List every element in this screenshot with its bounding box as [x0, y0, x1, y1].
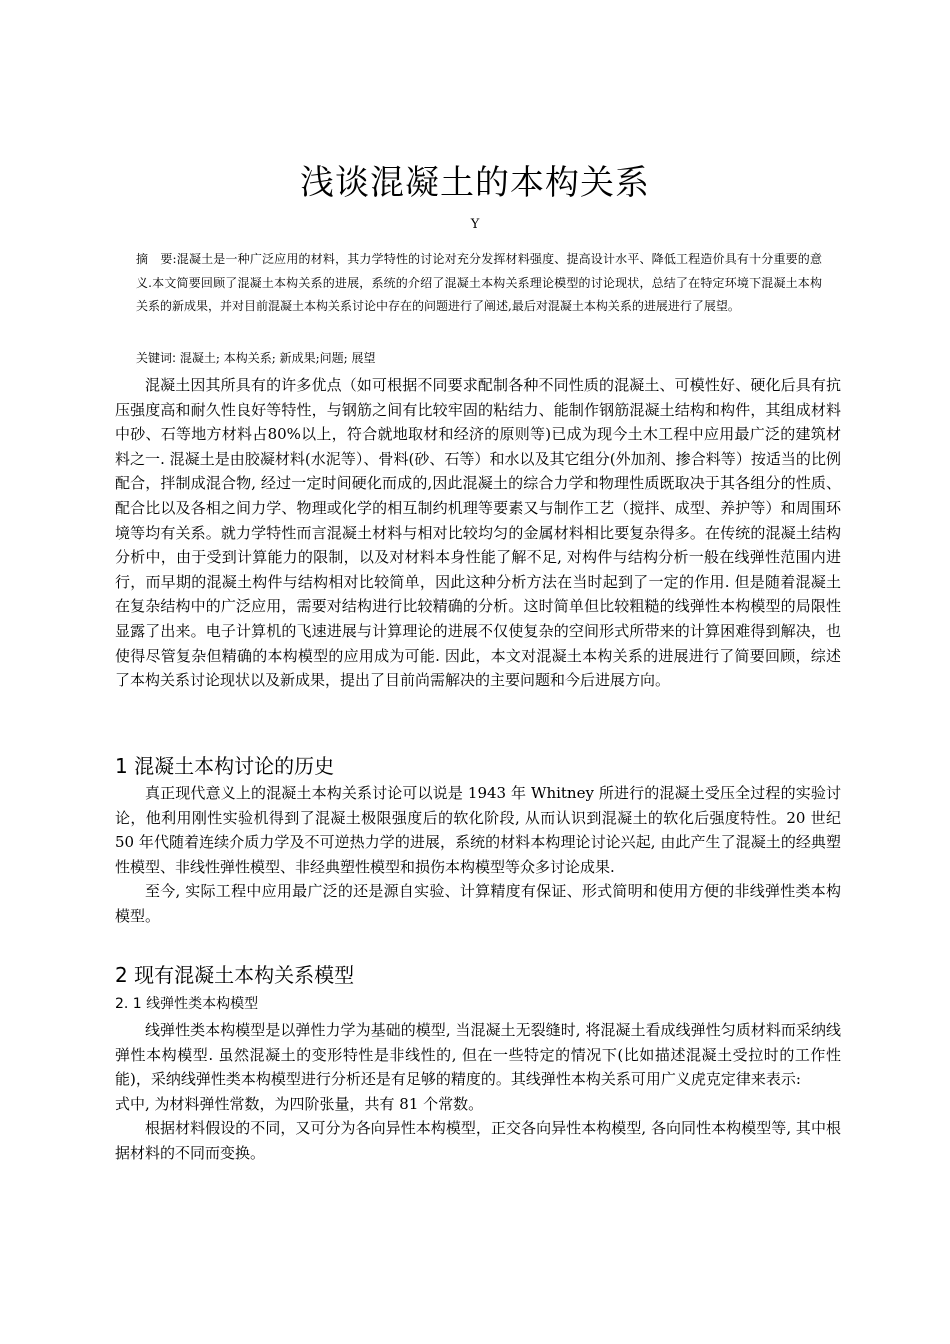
abstract-label: 摘 要: [136, 252, 173, 266]
intro-section: [115, 373, 841, 693]
abstract: [136, 248, 822, 319]
keywords: [136, 347, 822, 370]
section-2-1-body: [115, 1018, 841, 1166]
section-2-1-paragraph-3: 根据材料假设的不同，又可分为各向异性本构模型，正交各向异性本构模型, 各向同性本构模型等, 其中根据材料的不同而变换。: [115, 1119, 841, 1162]
section-1-body: [115, 781, 841, 929]
section-1-paragraph-1: 真正现代意义上的混凝土本构关系讨论可以说是 1943 年 Whitney 所进行的混凝土受压全过程的实验讨论，他利用刚性实验机得到了混凝土极限强度后的软化阶段, 从而认识到混凝土的软化后强度特性。20 世纪 50 年代随着连续介质力学及不可逆热力学的进展，系统的材料本构理论讨论兴起, 由此产生了混凝土的经典塑性模型、非线性弹性模型、非经典塑性模型和损伤本构模型等众多讨论成果.: [115, 784, 841, 876]
paper-title: 浅谈混凝土的本构关系: [300, 163, 650, 203]
author: Y: [470, 217, 480, 232]
abstract-text: :混凝土是一种广泛应用的材料，其力学特性的讨论对充分发挥材料强度、提高设计水平、降低工程造价具有十分重要的意义.本文简要回顾了混凝土本构关系的进展，系统的介绍了混凝土本构关系理论模型的讨论现状，总结了在特定环境下混凝土本构关系的新成果，并对目前混凝土本构关系讨论中存在的问题进行了阐述,最后对混凝土本构关系的进展进行了展望。: [136, 252, 822, 314]
section-2-1-paragraph-1: 线弹性类本构模型是以弹性力学为基础的模型, 当混凝土无裂缝时, 将混凝土看成线弹性匀质材料而采纳线弹性本构模型. 虽然混凝土的变形特性是非线性的, 但在一些特定的情况下(比如描述混凝土受拉时的工作性能)，采纳线弹性类本构模型进行分析还是有足够的精度的。其线弹性本构关系可用广义虎克定律来表示:: [115, 1021, 841, 1089]
section-2-1-paragraph-2: 式中, 为材料弹性常数，为四阶张量，共有 81 个常数。: [115, 1094, 484, 1113]
section-1-heading: 1 混凝土本构讨论的历史: [115, 754, 335, 778]
intro-paragraph: 混凝土因其所具有的许多优点（如可根据不同要求配制各种不同性质的混凝土、可模性好、硬化后具有抗压强度高和耐久性良好等特性，与钢筋之间有比较牢固的粘结力、能制作钢筋混凝土结构和构件，其组成材料中砂、石等地方材料占80%以上，符合就地取材和经济的原则等)已成为现今土木工程中应用最广泛的建筑材料之一. 混凝土是由胶凝材料(水泥等）、骨料(砂、石等）和水以及其它组分(外加剂、掺合料等）按适当的比例配合，拌制成混合物, 经过一定时间硬化而成的,因此混凝土的综合力学和物理性质既取决于其各组分的性质、配合比以及各相之间力学、物理或化学的相互制约机理等要素又与制作工艺（搅拌、成型、养护等）和周围环境等均有关系。就力学特性而言混凝土材料与相对比较均匀的金属材料相比要复杂得多。在传统的混凝土结构分析中，由于受到计算能力的限制，以及对材料本身性能了解不足, 对构件与结构分析一般在线弹性范围内进行，而早期的混凝土构件与结构相对比较简单，因此这种分析方法在当时起到了一定的作用. 但是随着混凝土在复杂结构中的广泛应用，需要对结构进行比较精确的分析。这时简单但比较粗糙的线弹性本构模型的局限性显露了出来。电子计算机的飞速进展与计算理论的进展不仅使复杂的空间形式所带来的计算困难得到解决，也使得尽管复杂但精确的本构模型的应用成为可能. 因此，本文对混凝土本构关系的进展进行了简要回顾，综述了本构关系讨论现状以及新成果，提出了目前尚需解决的主要问题和今后进展方向。: [115, 376, 841, 690]
section-1-paragraph-2: 至今, 实际工程中应用最广泛的还是源自实验、计算精度有保证、形式简明和使用方便的非线弹性类本构模型。: [115, 882, 841, 925]
keywords-text: 混凝土; 本构关系; 新成果;问题; 展望: [176, 351, 376, 365]
keywords-label: 关键词:: [136, 351, 177, 365]
section-2-heading: 2 现有混凝土本构关系模型: [115, 963, 355, 987]
section-2-1-heading: 2. 1 线弹性类本构模型: [115, 996, 259, 1012]
